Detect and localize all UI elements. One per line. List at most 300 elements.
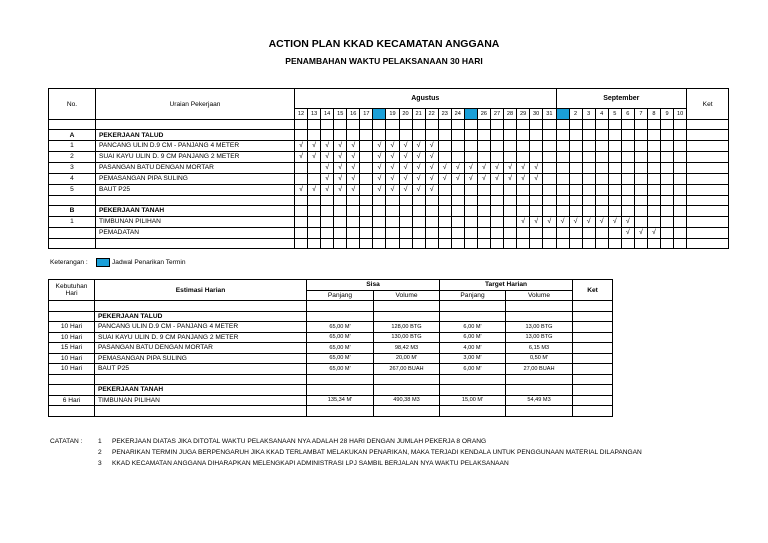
empty-cell	[334, 238, 347, 248]
check-mark: √	[295, 184, 308, 195]
col-sisa: Sisa	[307, 280, 440, 291]
empty-cell	[543, 227, 556, 238]
document-title: ACTION PLAN KKAD KECAMATAN ANGGANA	[268, 38, 500, 50]
empty-cell	[96, 120, 295, 130]
estimasi-label: SUAI KAYU ULIN D. 9 CM PANJANG 2 METER	[95, 332, 307, 343]
empty-cell	[374, 311, 440, 322]
check-mark: √	[425, 173, 438, 184]
estimasi-spacer-row	[49, 406, 613, 417]
empty-cell	[504, 120, 517, 130]
check-mark: √	[412, 140, 425, 151]
plan-group-row	[49, 206, 729, 216]
empty-cell	[399, 227, 412, 238]
empty-cell	[517, 130, 530, 140]
empty-cell	[517, 140, 530, 151]
estimasi-hari: 10 Hari	[49, 353, 95, 364]
check-mark: √	[490, 173, 503, 184]
estimasi-row	[49, 395, 613, 406]
check-mark: √	[425, 151, 438, 162]
empty-cell	[556, 151, 569, 162]
empty-cell	[582, 173, 595, 184]
check-mark: √	[543, 216, 556, 227]
empty-cell	[425, 195, 438, 205]
sisa-volume: 267,00 BUAH	[374, 364, 440, 375]
empty-cell	[543, 140, 556, 151]
empty-cell	[295, 238, 308, 248]
empty-cell	[308, 120, 321, 130]
day-cell: 18	[373, 109, 386, 120]
legend-text: Jadwal Penarikan Termin	[112, 259, 186, 266]
empty-cell	[530, 195, 543, 205]
estimasi-row	[49, 332, 613, 343]
empty-cell	[621, 238, 634, 248]
plan-task-label: PEMASANGAN PIPA SULING	[96, 173, 295, 184]
day-cell: 29	[517, 109, 530, 120]
empty-cell	[347, 120, 360, 130]
check-mark: √	[504, 173, 517, 184]
empty-cell	[374, 385, 440, 396]
check-mark: √	[647, 227, 660, 238]
empty-cell	[621, 195, 634, 205]
empty-cell	[674, 130, 687, 140]
empty-cell	[556, 227, 569, 238]
empty-cell	[634, 151, 647, 162]
check-mark: √	[556, 216, 569, 227]
empty-cell	[295, 216, 308, 227]
empty-cell	[360, 184, 373, 195]
day-cell: 16	[347, 109, 360, 120]
legend-label: Keterangan :	[50, 259, 88, 266]
empty-cell	[399, 238, 412, 248]
empty-cell	[464, 216, 477, 227]
sisa-volume: 20,00 M'	[374, 353, 440, 364]
empty-cell	[573, 353, 613, 364]
empty-cell	[308, 195, 321, 205]
empty-cell	[477, 216, 490, 227]
empty-cell	[386, 195, 399, 205]
check-mark: √	[334, 140, 347, 151]
check-mark: √	[334, 162, 347, 173]
empty-cell	[412, 195, 425, 205]
empty-cell	[477, 120, 490, 130]
empty-cell	[556, 140, 569, 151]
empty-cell	[334, 195, 347, 205]
empty-cell	[360, 130, 373, 140]
plan-group-no: A	[49, 130, 96, 140]
empty-cell	[556, 195, 569, 205]
plan-group-row	[49, 130, 729, 140]
empty-cell	[687, 238, 729, 248]
check-mark: √	[399, 184, 412, 195]
empty-cell	[621, 151, 634, 162]
col-target-panjang: Panjang	[440, 290, 506, 301]
check-mark: √	[399, 173, 412, 184]
empty-cell	[440, 406, 506, 417]
target-volume: 54,49 M3	[506, 395, 573, 406]
month-agustus: Agustus	[295, 89, 557, 109]
empty-cell	[360, 140, 373, 151]
check-mark: √	[582, 216, 595, 227]
empty-cell	[674, 206, 687, 216]
sisa-volume: 490,38 M3	[374, 395, 440, 406]
empty-cell	[49, 385, 95, 396]
empty-cell	[569, 227, 582, 238]
check-mark: √	[295, 140, 308, 151]
empty-cell	[451, 130, 464, 140]
empty-cell	[556, 162, 569, 173]
plan-task-row	[49, 184, 729, 195]
empty-cell	[295, 120, 308, 130]
empty-cell	[490, 130, 503, 140]
plan-task-row	[49, 140, 729, 151]
empty-cell	[530, 120, 543, 130]
sisa-panjang: 65,00 M'	[307, 322, 374, 333]
empty-cell	[595, 151, 608, 162]
estimasi-label: TIMBUNAN PILIHAN	[95, 395, 307, 406]
empty-cell	[425, 227, 438, 238]
check-mark: √	[399, 151, 412, 162]
plan-task-no: 4	[49, 173, 96, 184]
empty-cell	[504, 227, 517, 238]
check-mark: √	[464, 173, 477, 184]
empty-cell	[595, 195, 608, 205]
estimasi-row	[49, 364, 613, 375]
empty-cell	[438, 151, 451, 162]
empty-cell	[95, 406, 307, 417]
day-cell: 20	[399, 109, 412, 120]
empty-cell	[440, 301, 506, 312]
empty-cell	[543, 238, 556, 248]
empty-cell	[451, 120, 464, 130]
empty-cell	[412, 206, 425, 216]
check-mark: √	[373, 162, 386, 173]
check-mark: √	[412, 151, 425, 162]
check-mark: √	[386, 140, 399, 151]
empty-cell	[386, 206, 399, 216]
empty-cell	[674, 227, 687, 238]
empty-cell	[687, 227, 729, 238]
empty-cell	[621, 162, 634, 173]
plan-task-label: TIMBUNAN PILIHAN	[96, 216, 295, 227]
empty-cell	[517, 195, 530, 205]
empty-cell	[573, 385, 613, 396]
empty-cell	[621, 120, 634, 130]
day-cell: 6	[621, 109, 634, 120]
empty-cell	[573, 406, 613, 417]
empty-cell	[674, 120, 687, 130]
empty-cell	[440, 385, 506, 396]
check-mark: √	[425, 140, 438, 151]
empty-cell	[647, 238, 660, 248]
empty-cell	[438, 206, 451, 216]
empty-cell	[464, 151, 477, 162]
empty-cell	[595, 206, 608, 216]
empty-cell	[506, 406, 573, 417]
day-cell: 14	[321, 109, 334, 120]
empty-cell	[490, 120, 503, 130]
empty-cell	[504, 151, 517, 162]
day-cell: 12	[295, 109, 308, 120]
sisa-volume: 98,42 M3	[374, 343, 440, 354]
target-volume: 13,00 BTG	[506, 332, 573, 343]
day-cell: 17	[360, 109, 373, 120]
empty-cell	[661, 140, 674, 151]
day-cell: 15	[334, 109, 347, 120]
plan-task-label: PEMADATAN	[96, 227, 295, 238]
empty-cell	[506, 374, 573, 385]
empty-cell	[477, 130, 490, 140]
empty-cell	[464, 227, 477, 238]
empty-cell	[321, 195, 334, 205]
empty-cell	[334, 216, 347, 227]
empty-cell	[608, 120, 621, 130]
empty-cell	[687, 130, 729, 140]
empty-cell	[451, 227, 464, 238]
empty-cell	[543, 195, 556, 205]
empty-cell	[347, 130, 360, 140]
empty-cell	[556, 173, 569, 184]
empty-cell	[321, 227, 334, 238]
empty-cell	[360, 195, 373, 205]
empty-cell	[412, 120, 425, 130]
check-mark: √	[530, 216, 543, 227]
empty-cell	[687, 120, 729, 130]
empty-cell	[530, 238, 543, 248]
col-ket: Ket	[573, 280, 613, 301]
check-mark: √	[634, 227, 647, 238]
empty-cell	[49, 195, 96, 205]
check-mark: √	[334, 173, 347, 184]
empty-cell	[556, 206, 569, 216]
empty-cell	[674, 238, 687, 248]
check-mark: √	[412, 184, 425, 195]
target-panjang: 6,00 M'	[440, 364, 506, 375]
empty-cell	[687, 173, 729, 184]
empty-cell	[543, 184, 556, 195]
empty-cell	[634, 162, 647, 173]
check-mark: √	[464, 162, 477, 173]
empty-cell	[582, 151, 595, 162]
empty-cell	[307, 301, 374, 312]
target-volume: 6,15 M3	[506, 343, 573, 354]
empty-cell	[490, 140, 503, 151]
empty-cell	[661, 227, 674, 238]
empty-cell	[661, 151, 674, 162]
empty-cell	[49, 374, 95, 385]
legend	[50, 259, 186, 266]
notes-label: CATATAN :	[50, 438, 83, 445]
empty-cell	[674, 195, 687, 205]
col-kebutuhan-line1: Kebutuhan	[55, 283, 88, 290]
estimasi-table	[48, 279, 613, 417]
empty-cell	[425, 216, 438, 227]
empty-cell	[321, 216, 334, 227]
empty-cell	[569, 140, 582, 151]
empty-cell	[295, 206, 308, 216]
empty-cell	[347, 206, 360, 216]
day-cell: 1	[556, 109, 569, 120]
col-sisa-panjang: Panjang	[307, 290, 374, 301]
check-mark: √	[347, 162, 360, 173]
empty-cell	[399, 206, 412, 216]
empty-cell	[556, 120, 569, 130]
check-mark: √	[438, 162, 451, 173]
check-mark: √	[504, 162, 517, 173]
empty-cell	[373, 120, 386, 130]
check-mark: √	[373, 140, 386, 151]
empty-cell	[308, 238, 321, 248]
empty-cell	[543, 130, 556, 140]
check-mark: √	[517, 162, 530, 173]
empty-cell	[374, 301, 440, 312]
empty-cell	[661, 130, 674, 140]
plan-task-row	[49, 162, 729, 173]
empty-cell	[425, 120, 438, 130]
empty-cell	[321, 238, 334, 248]
col-estimasi: Estimasi Harian	[95, 280, 307, 301]
day-cell: 9	[661, 109, 674, 120]
empty-cell	[360, 206, 373, 216]
empty-cell	[573, 374, 613, 385]
plan-header-row	[49, 89, 729, 109]
day-cell: 10	[674, 109, 687, 120]
plan-group-label: PEKERJAAN TANAH	[96, 206, 295, 216]
empty-cell	[569, 195, 582, 205]
estimasi-hari: 10 Hari	[49, 364, 95, 375]
check-mark: √	[477, 162, 490, 173]
empty-cell	[464, 184, 477, 195]
empty-cell	[360, 151, 373, 162]
check-mark: √	[386, 184, 399, 195]
check-mark: √	[451, 173, 464, 184]
empty-cell	[373, 195, 386, 205]
sisa-panjang: 65,00 M'	[307, 353, 374, 364]
empty-cell	[399, 120, 412, 130]
day-cell: 25	[464, 109, 477, 120]
empty-cell	[490, 238, 503, 248]
empty-cell	[647, 130, 660, 140]
estimasi-label: PANCANG ULIN D.9 CM - PANJANG 4 METER	[95, 322, 307, 333]
empty-cell	[517, 238, 530, 248]
empty-cell	[595, 140, 608, 151]
empty-cell	[634, 195, 647, 205]
empty-cell	[608, 227, 621, 238]
empty-cell	[621, 206, 634, 216]
empty-cell	[556, 184, 569, 195]
empty-cell	[569, 184, 582, 195]
check-mark: √	[477, 173, 490, 184]
check-mark: √	[308, 184, 321, 195]
empty-cell	[687, 184, 729, 195]
empty-cell	[399, 195, 412, 205]
estimasi-spacer-row	[49, 374, 613, 385]
empty-cell	[661, 173, 674, 184]
empty-cell	[373, 206, 386, 216]
empty-cell	[582, 206, 595, 216]
empty-cell	[569, 130, 582, 140]
empty-cell	[621, 130, 634, 140]
col-target: Target Harian	[440, 280, 573, 291]
empty-cell	[517, 206, 530, 216]
empty-cell	[608, 238, 621, 248]
check-mark: √	[621, 227, 634, 238]
empty-cell	[440, 311, 506, 322]
empty-cell	[687, 216, 729, 227]
estimasi-label: PEMASANGAN PIPA SULING	[95, 353, 307, 364]
plan-spacer-row	[49, 238, 729, 248]
estimasi-hari: 10 Hari	[49, 322, 95, 333]
empty-cell	[399, 216, 412, 227]
check-mark: √	[412, 173, 425, 184]
empty-cell	[687, 195, 729, 205]
empty-cell	[621, 173, 634, 184]
plan-task-label: PANCANG ULIN D.9 CM - PANJANG 4 METER	[96, 140, 295, 151]
empty-cell	[438, 227, 451, 238]
empty-cell	[661, 238, 674, 248]
empty-cell	[674, 162, 687, 173]
check-mark: √	[321, 173, 334, 184]
empty-cell	[347, 216, 360, 227]
empty-cell	[647, 216, 660, 227]
col-kebutuhan-line2: Hari	[65, 290, 78, 297]
empty-cell	[595, 120, 608, 130]
day-cell: 3	[582, 109, 595, 120]
note-number: 3	[98, 460, 102, 467]
empty-cell	[504, 195, 517, 205]
empty-cell	[595, 238, 608, 248]
day-cell: 26	[477, 109, 490, 120]
empty-cell	[49, 311, 95, 322]
empty-cell	[308, 162, 321, 173]
empty-cell	[647, 195, 660, 205]
empty-cell	[661, 162, 674, 173]
empty-cell	[647, 162, 660, 173]
plan-task-label: BAUT P25	[96, 184, 295, 195]
plan-task-label: SUAI KAYU ULIN D. 9 CM PANJANG 2 METER	[96, 151, 295, 162]
empty-cell	[360, 216, 373, 227]
empty-cell	[504, 140, 517, 151]
check-mark: √	[295, 151, 308, 162]
empty-cell	[573, 364, 613, 375]
empty-cell	[308, 216, 321, 227]
day-cell: 7	[634, 109, 647, 120]
check-mark: √	[517, 216, 530, 227]
empty-cell	[464, 130, 477, 140]
target-volume: 0,50 M'	[506, 353, 573, 364]
empty-cell	[334, 130, 347, 140]
estimasi-spacer-row	[49, 301, 613, 312]
empty-cell	[307, 374, 374, 385]
empty-cell	[49, 301, 95, 312]
check-mark: √	[373, 173, 386, 184]
check-mark: √	[412, 162, 425, 173]
sisa-volume: 128,00 BTG	[374, 322, 440, 333]
sisa-volume: 130,00 BTG	[374, 332, 440, 343]
empty-cell	[386, 216, 399, 227]
empty-cell	[49, 120, 96, 130]
empty-cell	[569, 162, 582, 173]
empty-cell	[647, 173, 660, 184]
empty-cell	[543, 206, 556, 216]
check-mark: √	[490, 162, 503, 173]
empty-cell	[556, 130, 569, 140]
check-mark: √	[373, 184, 386, 195]
empty-cell	[451, 238, 464, 248]
empty-cell	[687, 151, 729, 162]
empty-cell	[543, 151, 556, 162]
plan-task-row	[49, 216, 729, 227]
empty-cell	[347, 195, 360, 205]
